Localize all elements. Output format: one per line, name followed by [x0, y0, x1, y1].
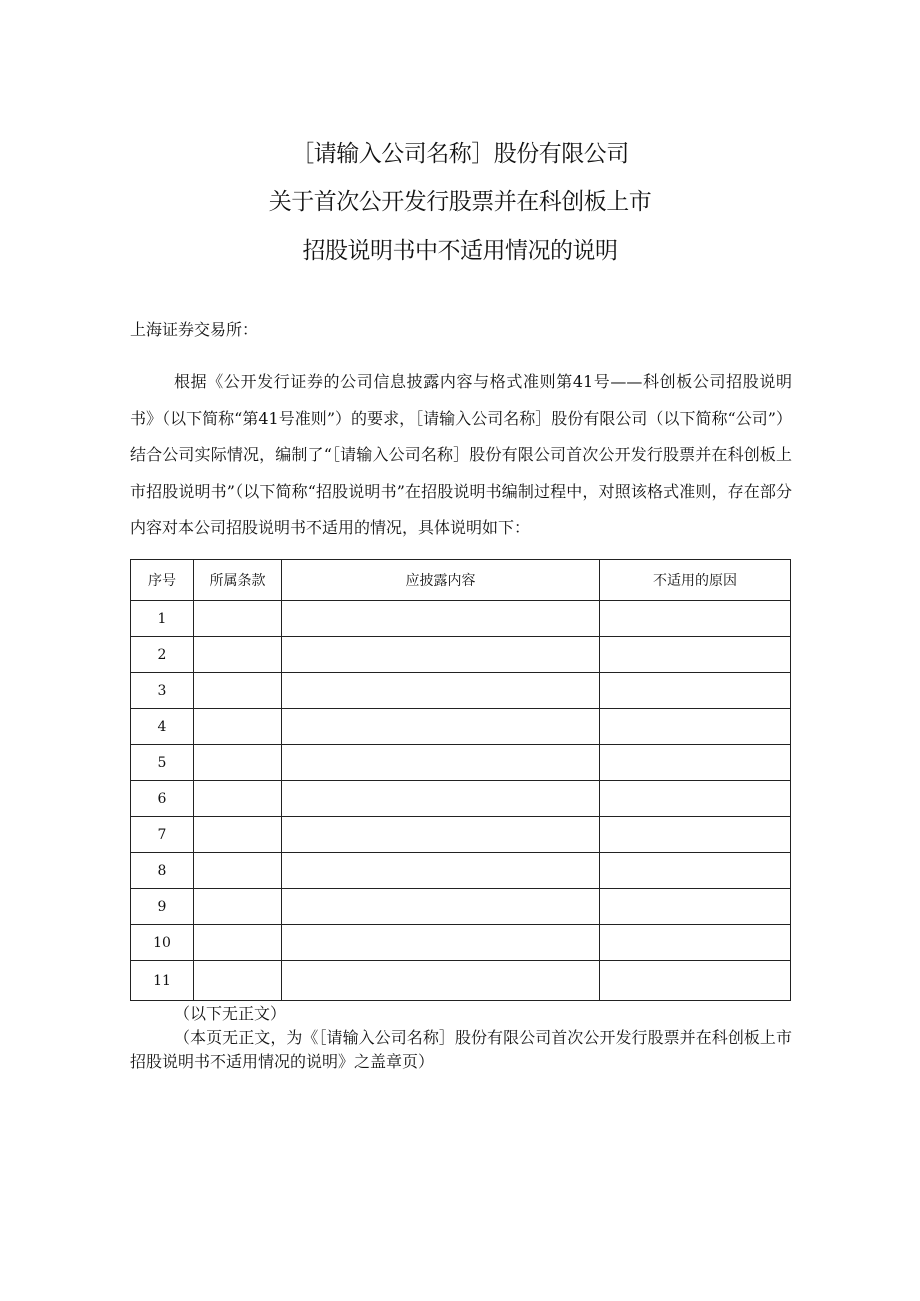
row-content [282, 673, 600, 709]
row-index: 4 [131, 709, 194, 745]
row-reason [600, 853, 791, 889]
row-index: 11 [131, 961, 194, 1001]
row-index: 9 [131, 889, 194, 925]
table-row [131, 673, 791, 709]
row-index: 7 [131, 817, 194, 853]
row-index: 2 [131, 637, 194, 673]
row-clause [194, 637, 282, 673]
addressee: 上海证券交易所： [130, 320, 259, 339]
row-clause [194, 745, 282, 781]
table-row [131, 781, 791, 817]
table-header-row [131, 560, 791, 601]
no-text-below-note: （以下无正文） [174, 1004, 287, 1023]
document-title-company: ［请输入公司名称］股份有限公司 [291, 141, 629, 167]
body-paragraph: 根据《公开发行证券的公司信息披露内容与格式准则第41号——科创板公司招股说明书》（以下简称“第41号准则”）的要求，［请输入公司名称］股份有限公司（以下简称“公司”）结合公司实际情况，编制了“［请输入公司名称］股份有限公司首次公开发行股票并在科创板上市招股说明书”（以下简称“招股说明书”在招股说明书编制过程中，对照该格式准则，存在部分内容对本公司招股说明书不适用的情况，具体说明如下： [130, 372, 792, 538]
row-clause [194, 961, 282, 1001]
table-row [131, 817, 791, 853]
row-reason [600, 709, 791, 745]
row-content [282, 889, 600, 925]
document-title-subject: 关于首次公开发行股票并在科创板上市 [268, 189, 652, 215]
row-reason [600, 745, 791, 781]
row-reason [600, 925, 791, 961]
table-row [131, 853, 791, 889]
row-reason [600, 601, 791, 637]
row-content [282, 637, 600, 673]
row-index: 1 [131, 601, 194, 637]
row-content [282, 601, 600, 637]
header-index: 序号 [131, 560, 194, 601]
table-row [131, 961, 791, 1001]
row-index: 10 [131, 925, 194, 961]
seal-page-note: （本页无正文，为《［请输入公司名称］股份有限公司首次公开发行股票并在科创板上市招股说明书不适用情况的说明》之盖章页） [130, 1028, 792, 1071]
row-reason [600, 781, 791, 817]
row-clause [194, 853, 282, 889]
table-row [131, 745, 791, 781]
document-title-statement: 招股说明书中不适用情况的说明 [302, 238, 618, 264]
row-content [282, 745, 600, 781]
row-index: 5 [131, 745, 194, 781]
row-content [282, 853, 600, 889]
row-clause [194, 925, 282, 961]
row-content [282, 781, 600, 817]
row-clause [194, 889, 282, 925]
row-clause [194, 673, 282, 709]
table-row [131, 925, 791, 961]
row-content [282, 709, 600, 745]
table-row [131, 709, 791, 745]
row-reason [600, 961, 791, 1001]
row-content [282, 925, 600, 961]
table-row [131, 637, 791, 673]
row-content [282, 961, 600, 1001]
row-reason [600, 817, 791, 853]
header-content: 应披露内容 [282, 560, 600, 601]
row-clause [194, 817, 282, 853]
row-reason [600, 637, 791, 673]
row-index: 3 [131, 673, 194, 709]
row-index: 6 [131, 781, 194, 817]
row-clause [194, 709, 282, 745]
row-index: 8 [131, 853, 194, 889]
table-row [131, 889, 791, 925]
table-row [131, 601, 791, 637]
row-reason [600, 889, 791, 925]
not-applicable-table [130, 559, 791, 1001]
row-clause [194, 781, 282, 817]
row-content [282, 817, 600, 853]
header-clause: 所属条款 [194, 560, 282, 601]
row-reason [600, 673, 791, 709]
row-clause [194, 601, 282, 637]
header-reason: 不适用的原因 [600, 560, 791, 601]
